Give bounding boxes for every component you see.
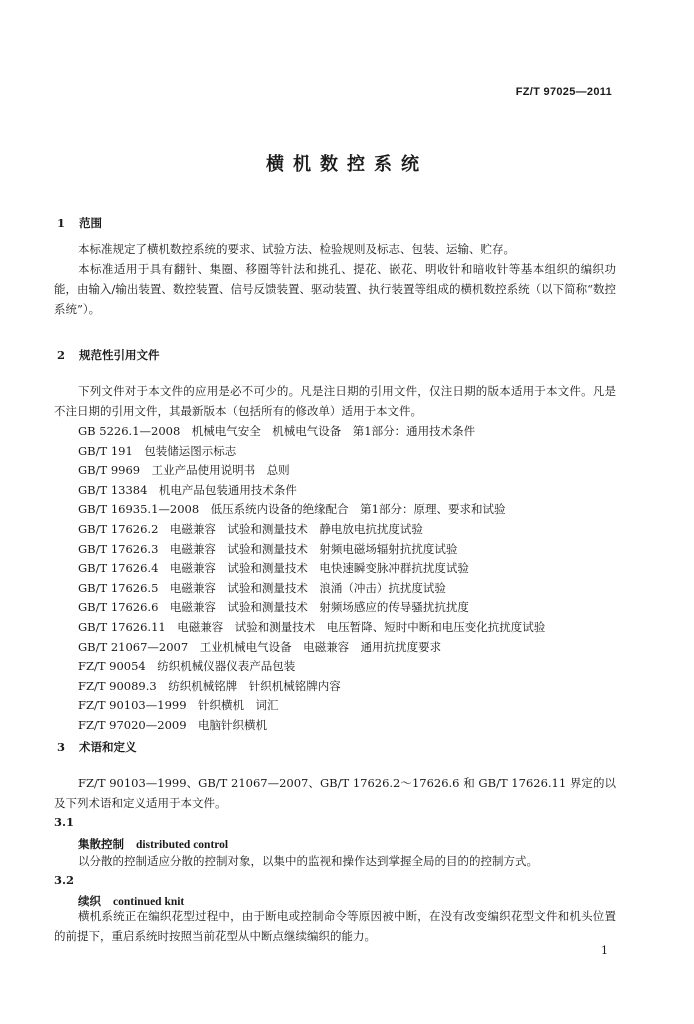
term-number: 3.2 — [54, 873, 75, 887]
term-definition: 以分散的控制适应分散的控制对象，以集中的监视和操作达到掌握全局的目的的控制方式。 — [78, 854, 538, 868]
term-english: distributed control — [136, 839, 229, 851]
page-number: 1 — [601, 944, 608, 957]
reference-item: GB/T 17626.11 电磁兼容 试验和测量技术 电压暂降、短时中断和电压变化抗扰度试验 — [78, 619, 546, 634]
term-definition: 横机系统正在编织花型过程中，由于断电或控制命令等原因被中断，在没有改变编织花型文件和机头位置的前提下，重启系统时按照当前花型从中断点继续编织的能力。 — [54, 909, 616, 943]
reference-item: FZ/T 97020—2009 电脑针织横机 — [78, 717, 268, 732]
term-english: continued knit — [113, 896, 185, 908]
document-title: 横机数控系统 — [266, 154, 428, 175]
reference-item: GB/T 17626.2 电磁兼容 试验和测量技术 静电放电抗扰度试验 — [78, 521, 423, 536]
reference-item: FZ/T 90103—1999 针织横机 词汇 — [78, 698, 279, 713]
reference-item: GB/T 17626.6 电磁兼容 试验和测量技术 射频场感应的传导骚扰抗扰度 — [78, 600, 469, 615]
section-number: 3 — [57, 740, 66, 754]
reference-item: GB/T 17626.3 电磁兼容 试验和测量技术 射频电磁场辐射抗扰度试验 — [78, 541, 458, 556]
section-title: 范围 — [79, 216, 102, 230]
reference-item: GB/T 191 包装储运图示标志 — [78, 443, 237, 458]
reference-item: GB/T 17626.4 电磁兼容 试验和测量技术 电快速瞬变脉冲群抗扰度试验 — [78, 561, 469, 576]
reference-item: FZ/T 90054 纺织机械仪器仪表产品包装 — [78, 659, 296, 674]
references-intro: 下列文件对于本文件的应用是必不可少的。凡是注日期的引用文件，仅注日期的版本适用于本文件。凡是不注日期的引用文件，其最新版本（包括所有的修改单）适用于本文件。 — [54, 384, 616, 418]
reference-item: GB/T 13384 机电产品包装通用技术条件 — [78, 482, 297, 497]
term-chinese: 集散控制 — [78, 837, 124, 851]
section-1-heading — [57, 215, 102, 231]
section-2-heading — [57, 347, 160, 363]
reference-item: GB/T 21067—2007 工业机械电气设备 电磁兼容 通用抗扰度要求 — [78, 639, 442, 654]
normative-reference-list — [78, 422, 545, 736]
section-number: 2 — [57, 348, 66, 362]
reference-item: FZ/T 90089.3 纺织机械铭牌 针织机械铭牌内容 — [78, 678, 341, 693]
standard-code: FZ/T 97025—2011 — [515, 86, 612, 98]
term-number: 3.1 — [54, 815, 75, 829]
term-heading — [78, 836, 228, 852]
reference-item: GB 5226.1—2008 机械电气安全 机械电气设备 第1部分：通用技术条件 — [78, 424, 476, 438]
reference-item: GB/T 17626.5 电磁兼容 试验和测量技术 浪涌（冲击）抗扰度试验 — [78, 580, 446, 595]
section-title: 术语和定义 — [79, 740, 137, 754]
terms-intro: FZ/T 90103—1999、GB/T 21067—2007、GB/T 17626.2～17626.6 和 GB/T 17626.11 界定的以及下列术语和定义适用于本文件。 — [54, 776, 616, 810]
scope-paragraph-2: 本标准适用于具有翻针、集圈、移圈等针法和挑孔、提花、嵌花、明收针和暗收针等基本组织的编织功能，由输入/输出装置、数控装置、信号反馈装置、驱动装置、执行装置等组成的横机数控系统（以下简称“数控系统”）。 — [54, 262, 616, 316]
section-title: 规范性引用文件 — [79, 348, 160, 362]
section-number: 1 — [57, 216, 66, 230]
section-3-heading — [57, 739, 137, 755]
scope-paragraph-1: 本标准规定了横机数控系统的要求、试验方法、检验规则及标志、包装、运输、贮存。 — [78, 242, 515, 256]
reference-item: GB/T 16935.1—2008 低压系统内设备的绝缘配合 第1部分：原理、要求和试验 — [78, 502, 506, 517]
reference-item: GB/T 9969 工业产品使用说明书 总则 — [78, 463, 290, 478]
term-chinese: 续织 — [78, 894, 101, 908]
